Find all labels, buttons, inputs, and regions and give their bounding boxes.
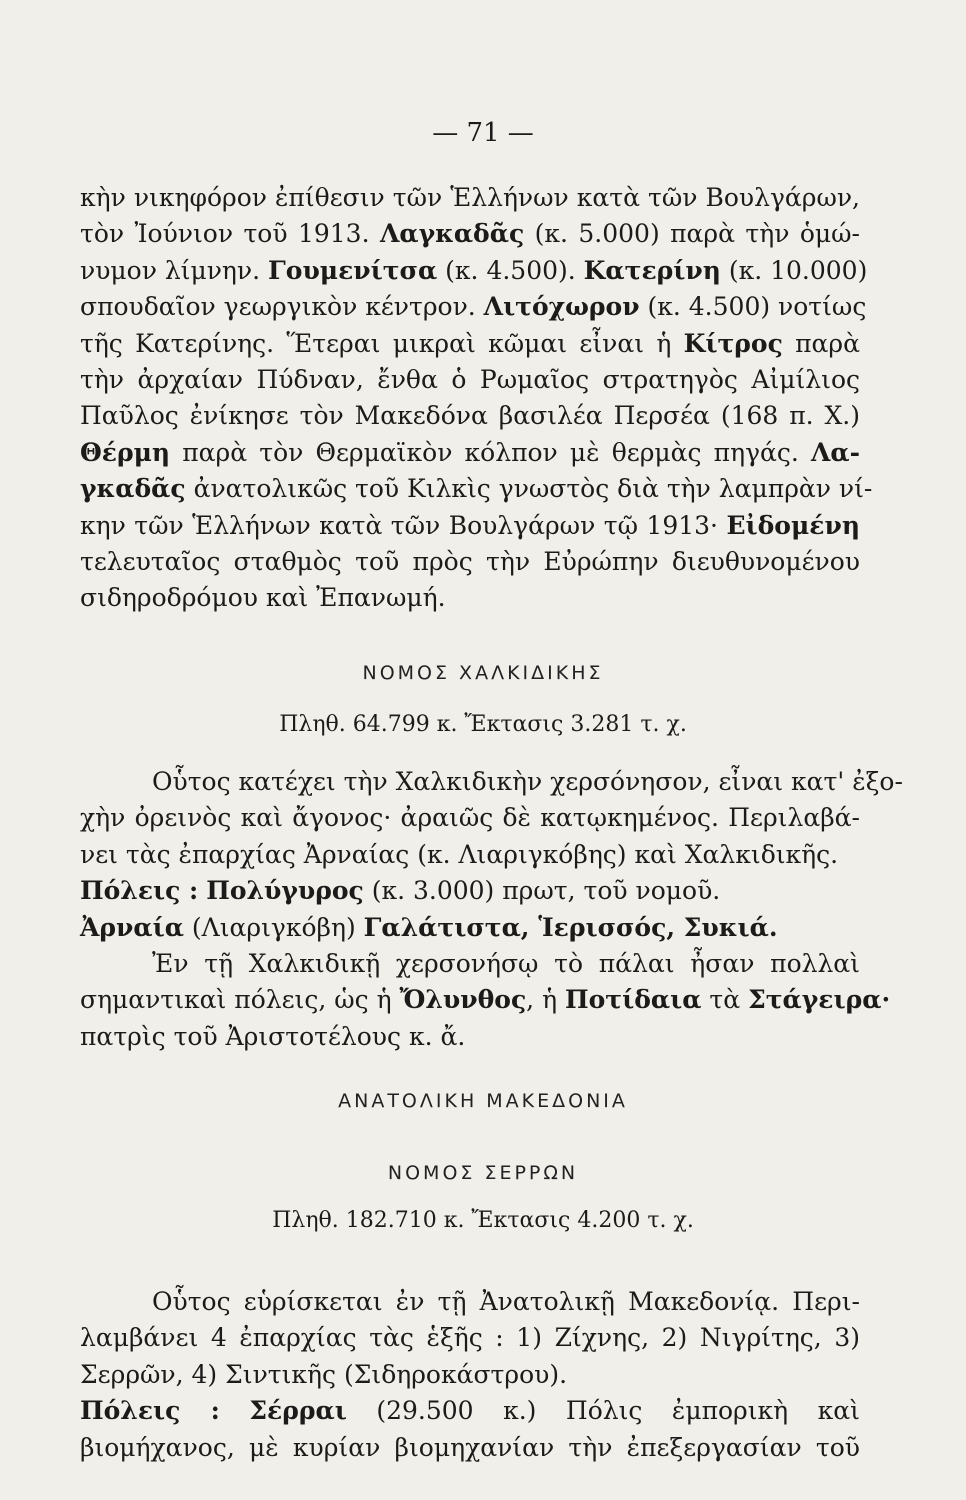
paragraph-halkidiki	[80, 764, 903, 1055]
text-segment: ἀνατολικῶς τοῦ Κιλκὶς γνωστὸς διὰ τὴν λαμπρὰν νί-	[185, 474, 873, 504]
text-line	[80, 326, 860, 362]
text-segment: (Λιαριγκόβη)	[183, 912, 364, 942]
text-line	[80, 471, 873, 507]
bold-place-name: Πόλεις :	[80, 876, 199, 906]
text-segment: (κ. 10.000)	[720, 255, 868, 285]
bold-place-name: Πόλεις :	[80, 1396, 220, 1426]
text-segment: (29.500 κ.) Πόλις ἐμπορικὴ καὶ	[346, 1396, 860, 1426]
text-segment: παρὰ τὸν Θερμαϊκὸν κόλπον μὲ θερμὰς πηγάς.	[170, 437, 811, 467]
text-segment: σιδηροδρόμου καὶ Ἐπανωμή.	[80, 583, 446, 613]
text-segment: Παῦλος ἐνίκησε τὸν Μακεδόνα βασιλέα Περσέα (168 π. Χ.)	[80, 401, 860, 431]
text-segment	[220, 1396, 250, 1425]
text-line	[80, 508, 860, 544]
bold-place-name: Σέρραι	[249, 1396, 347, 1426]
text-segment: Σερρῶν, 4) Σιντικῆς (Σιδηροκάστρου).	[80, 1359, 568, 1389]
text-line	[80, 800, 860, 836]
text-line	[80, 362, 860, 398]
text-segment: τελευταῖος σταθμὸς τοῦ πρὸς τὴν Εὐρώπην διευθυνομένου	[80, 547, 860, 577]
text-line	[80, 398, 860, 434]
text-line	[80, 946, 860, 982]
text-line	[80, 764, 903, 800]
text-segment: τὰ	[701, 985, 749, 1015]
bold-place-name: Ποτίδαια	[565, 985, 702, 1015]
bold-place-name: Θέρμη	[80, 437, 171, 467]
text-line	[80, 1393, 860, 1429]
bold-place-name: Ὄλυνθος	[399, 985, 527, 1015]
text-line	[80, 982, 891, 1018]
text-segment: κην τῶν Ἑλλήνων κατὰ τῶν Βουλγάρων τῷ 1913·	[80, 510, 727, 540]
text-line	[80, 180, 860, 216]
bold-place-name: Κατερίνη	[583, 255, 721, 285]
bold-place-name: Στάγειρα·	[748, 985, 891, 1015]
bold-place-name: Κίτρος	[683, 328, 783, 358]
page-number: — 71 —	[432, 118, 534, 148]
text-line	[80, 435, 860, 471]
text-line	[80, 1284, 860, 1320]
stats-halkidiki: Πληθ. 64.799 κ. Ἔκτασις 3.281 τ. χ.	[279, 712, 687, 737]
text-segment: νυμον λίμνην.	[80, 255, 269, 285]
text-line	[80, 544, 860, 580]
text-line	[80, 253, 868, 289]
text-segment: κὴν νικηφόρον ἐπίθεσιν τῶν Ἑλλήνων κατὰ τῶν Βουλγάρων,	[80, 183, 860, 212]
text-line	[80, 1357, 860, 1393]
bold-place-name: Εἰδομένη	[726, 510, 860, 540]
text-segment: (κ. 4.500).	[437, 255, 584, 285]
text-segment: τῆς Κατερίνης. Ἕτεραι μικραὶ κῶμαι εἶναι ἡ	[80, 328, 684, 358]
text-segment: Ἐν τῇ Χαλκιδικῇ χερσονήσῳ τὸ πάλαι ἦσαν πολλαὶ	[152, 949, 860, 979]
text-line	[80, 216, 860, 252]
bold-place-name: Λιτόχωρον	[483, 292, 640, 322]
text-line	[80, 910, 860, 946]
text-line	[80, 1019, 860, 1055]
text-segment: λαμβάνει 4 ἐπαρχίας τὰς ἑξῆς : 1) Ζίχνης, 2) Νιγρίτης, 3)	[80, 1323, 860, 1353]
bold-place-name: Γουμενίτσα	[268, 255, 438, 285]
heading-nomos-halkidikis: ΝΟΜΟΣ ΧΑΛΚΙΔΙΚΗΣ	[362, 662, 604, 684]
text-segment: τὸν Ἰούνιον τοῦ 1913.	[80, 219, 380, 249]
heading-anatoliki-makedonia: ΑΝΑΤΟΛΙΚΗ ΜΑΚΕΔΟΝΙΑ	[338, 1090, 628, 1112]
text-segment: βιομήχανος, μὲ κυρίαν βιομηχανίαν τὴν ἐπεξεργασίαν τοῦ	[80, 1432, 860, 1462]
bold-place-name: Πολύγυρος	[206, 876, 364, 906]
text-line	[80, 1320, 860, 1356]
bold-place-name: Ἀρναία	[80, 912, 184, 942]
text-segment: σπουδαῖον γεωργικὸν κέντρον.	[80, 292, 484, 322]
text-line	[80, 289, 867, 325]
text-segment: νει τὰς ἐπαρχίας Ἀρναίας (κ. Λιαριγκόβης) καὶ Χαλκιδικῆς.	[80, 839, 839, 869]
heading-nomos-serron: ΝΟΜΟΣ ΣΕΡΡΩΝ	[387, 1162, 579, 1184]
text-line	[80, 873, 860, 909]
text-segment: πατρὶς τοῦ Ἀριστοτέλους κ. ἄ.	[80, 1021, 466, 1051]
bold-place-name: Λα-	[810, 437, 860, 467]
text-segment: Οὗτος κατέχει τὴν Χαλκιδικὴν χερσόνησον, εἶναι κατ' ἐξο-	[152, 767, 903, 796]
text-segment: Οὗτος εὑρίσκεται ἐν τῇ Ἀνατολικῇ Μακεδονίᾳ. Περι-	[152, 1287, 860, 1316]
text-segment: παρὰ	[782, 328, 861, 358]
bold-place-name: Γαλάτιστα, Ἱερισσός, Συκιά.	[363, 912, 778, 942]
text-line	[80, 837, 860, 873]
bold-place-name: γκαδᾶς	[80, 474, 186, 504]
bold-place-name: Λαγκαδᾶς	[379, 219, 525, 249]
stats-serron: Πληθ. 182.710 κ. Ἔκτασις 4.200 τ. χ.	[272, 1208, 694, 1233]
text-segment: , ἡ	[526, 985, 565, 1015]
text-segment: (κ. 3.000) πρωτ, τοῦ νομοῦ.	[363, 876, 721, 906]
text-line	[80, 1430, 860, 1466]
text-segment: σημαντικαὶ πόλεις, ὡς ἡ	[80, 985, 400, 1015]
text-segment: (κ. 5.000) παρὰ τὴν ὁμώ-	[524, 219, 860, 249]
text-segment: χὴν ὀρεινὸς καὶ ἄγονος· ἀραιῶς δὲ κατῳκημένος. Περιλαβά-	[80, 803, 860, 833]
text-segment: τὴν ἀρχαίαν Πύδναν, ἔνθα ὁ Ρωμαῖος στρατηγὸς Αἰμίλιος	[80, 365, 860, 395]
paragraph-serron	[80, 1284, 860, 1466]
paragraph-makedonia-towns	[80, 180, 873, 617]
text-segment: (κ. 4.500) νοτίως	[639, 292, 867, 322]
text-line	[80, 580, 860, 616]
